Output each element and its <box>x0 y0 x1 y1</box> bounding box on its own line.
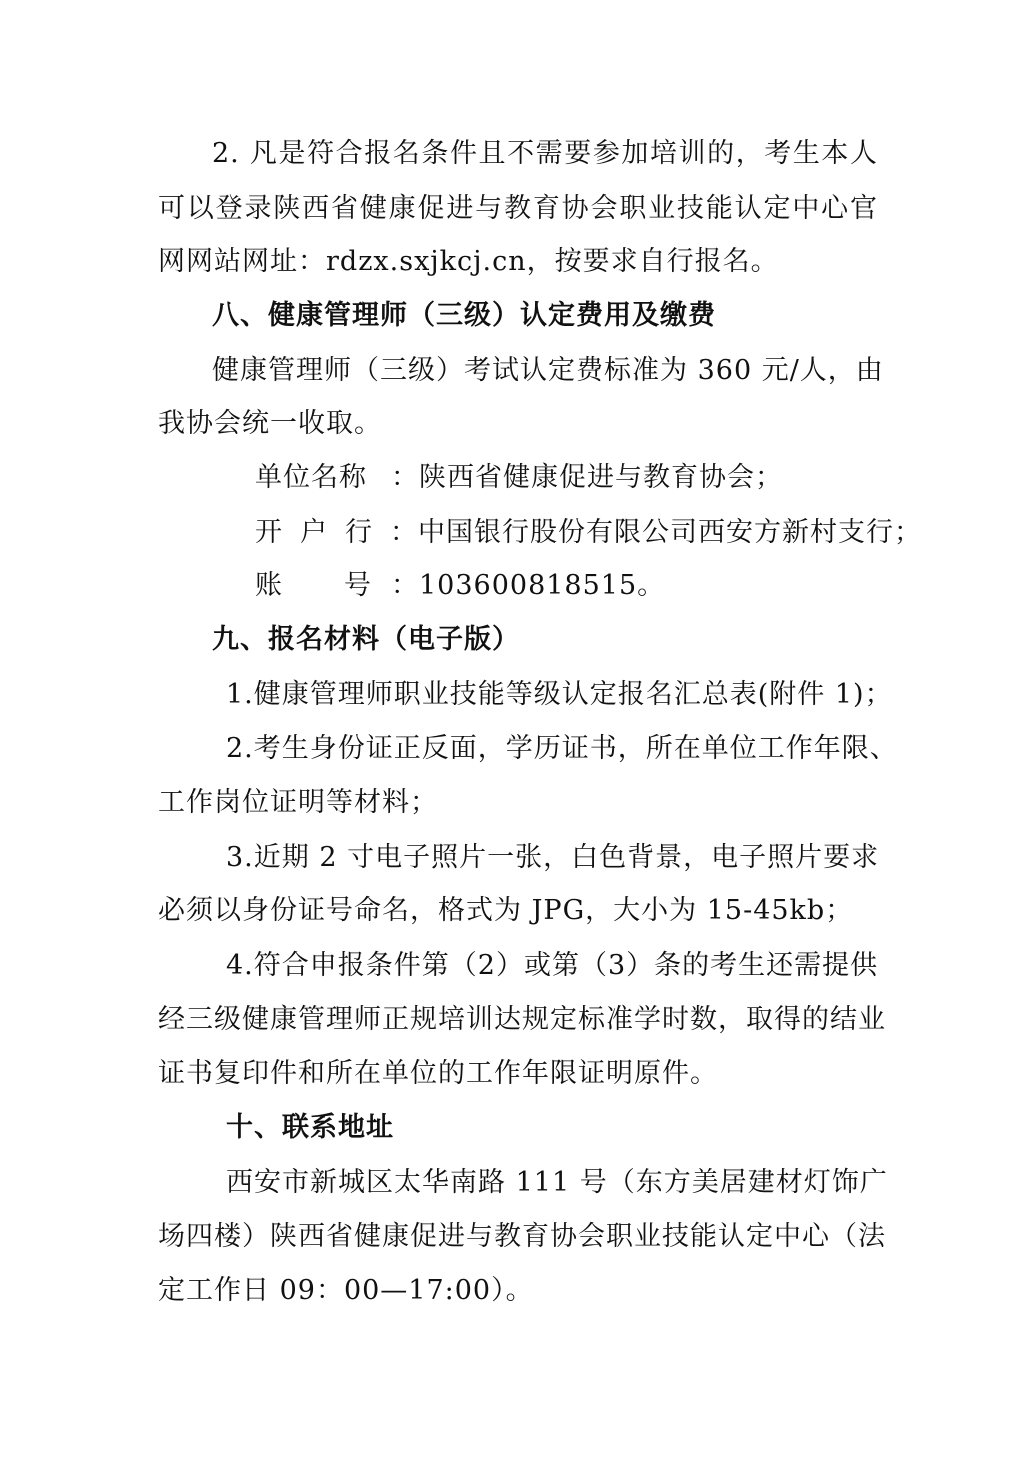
item2-line2: 可以登录陕西省健康促进与教育协会职业技能认定中心官 <box>158 193 878 224</box>
section8-heading: 八、健康管理师（三级）认定费用及缴费 <box>212 300 716 331</box>
materials-item1: 1.健康管理师职业技能等级认定报名汇总表(附件 1)； <box>226 679 893 710</box>
bank-name-label: 开户行 <box>255 517 390 548</box>
bank-account-row <box>255 566 878 606</box>
item2-line1: 2. 凡是符合报名条件且不需要参加培训的，考生本人 <box>212 138 878 169</box>
address-line2: 场四楼）陕西省健康促进与教育协会职业技能认定中心（法 <box>158 1221 886 1252</box>
address-line3: 定工作日 09：00—17:00）。 <box>158 1275 534 1306</box>
materials-item2-line2: 工作岗位证明等材料； <box>158 787 438 818</box>
bank-account-value: ：103600818515。 <box>391 570 666 601</box>
bank-name-value: ：中国银行股份有限公司西安方新村支行； <box>390 517 922 548</box>
materials-item4-line2: 经三级健康管理师正规培训达规定标准学时数，取得的结业 <box>158 1004 886 1035</box>
bank-unit-value: ：陕西省健康促进与教育协会； <box>391 462 783 493</box>
bank-unit-row <box>255 458 878 498</box>
bank-unit-label: 单位名称 <box>255 462 367 493</box>
section9-heading: 九、报名材料（电子版） <box>212 624 520 655</box>
section10-heading: 十、联系地址 <box>226 1112 394 1143</box>
materials-item3-line2: 必须以身份证号命名，格式为 JPG，大小为 15-45kb； <box>158 895 854 926</box>
materials-item2-line1: 2.考生身份证正反面，学历证书，所在单位工作年限、 <box>226 733 898 764</box>
fee-line2: 我协会统一收取。 <box>158 408 382 439</box>
address-line1: 西安市新城区太华南路 111 号（东方美居建材灯饰广 <box>226 1167 888 1198</box>
bank-name-row <box>255 513 922 553</box>
materials-item3-line1: 3.近期 2 寸电子照片一张，白色背景，电子照片要求 <box>226 842 880 873</box>
materials-item4-line1: 4.符合申报条件第（2）或第（3）条的考生还需提供 <box>226 950 879 981</box>
fee-line1: 健康管理师（三级）考试认定费标准为 360 元/人，由 <box>212 355 884 386</box>
item2-line3: 网网站网址：rdzx.sxjkcj.cn，按要求自行报名。 <box>158 246 779 277</box>
bank-account-label: 账号 <box>255 570 433 601</box>
materials-item4-line3: 证书复印件和所在单位的工作年限证明原件。 <box>158 1058 718 1089</box>
